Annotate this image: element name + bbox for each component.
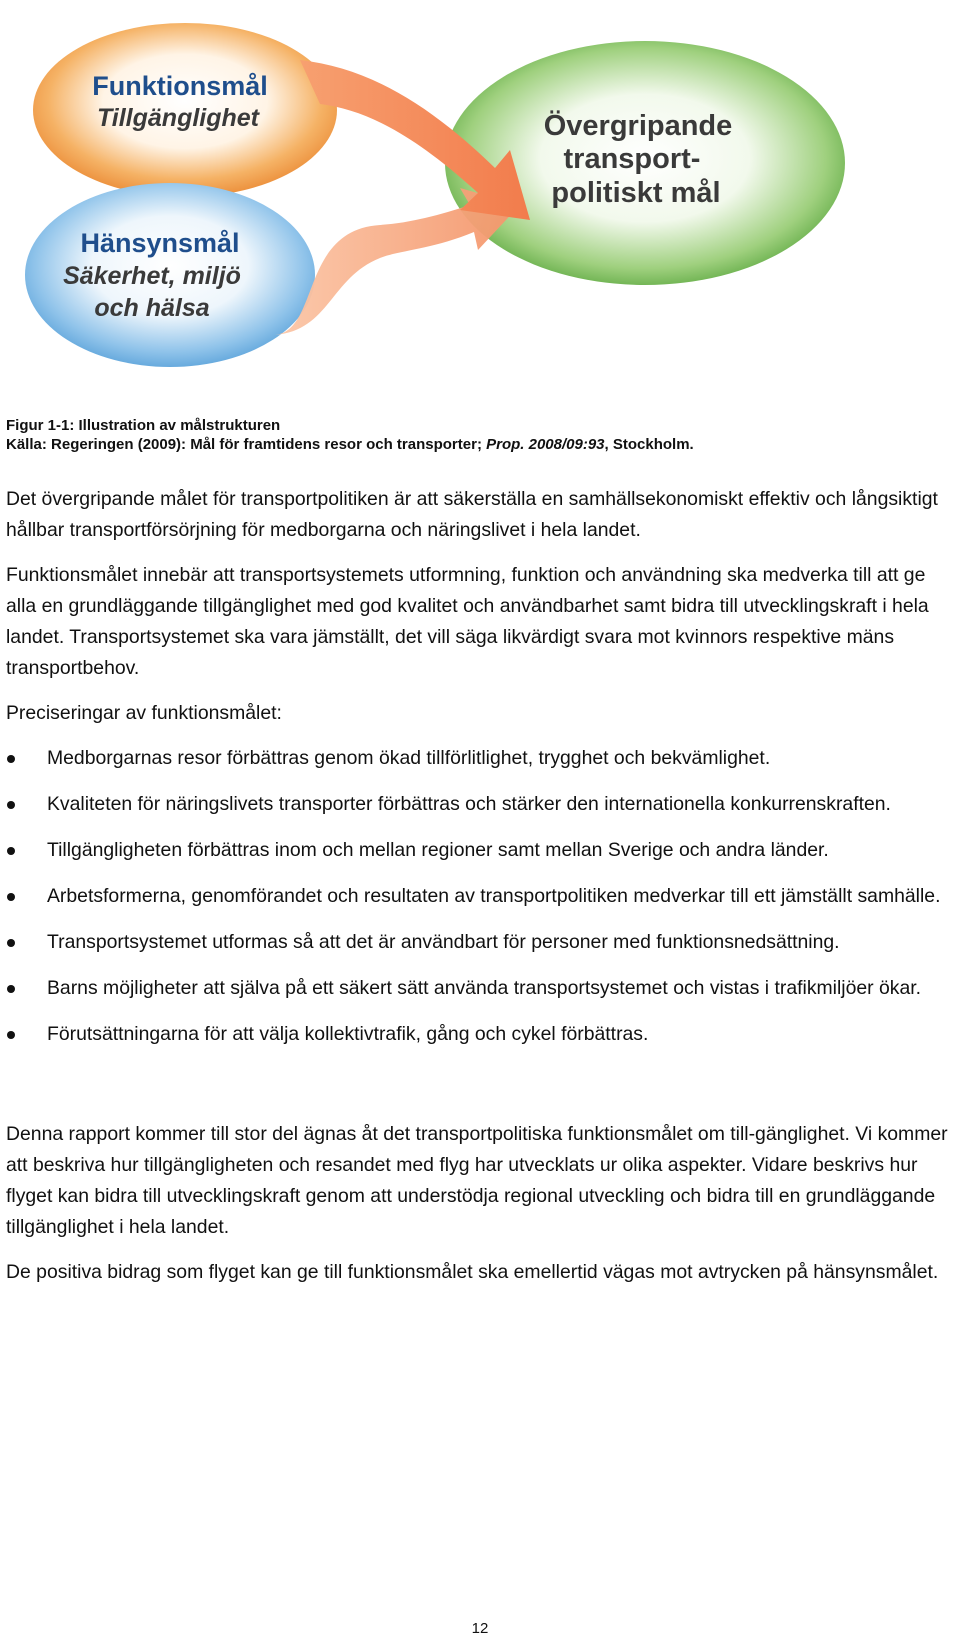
spacer — [6, 1065, 956, 1119]
list-item-text: Barns möjligheter att själva på ett säkert sätt använda transportsystemet och vistas i trafikmiljöer ökar. — [47, 977, 922, 999]
consideration-goal-title: Hänsynsmål — [80, 228, 240, 258]
list-item — [6, 881, 956, 912]
list-item-text: Förutsättningarna för att välja kollektivtrafik, gång och cykel förbättras. — [47, 1023, 649, 1045]
paragraph-overarching-goal: Det övergripande målet för transportpolitiken är att säkerställa en samhällsekonomiskt effektiv och långsiktigt hållbar transportförsörjning för medborgarna och näringslivet i hela landet. — [6, 488, 938, 541]
overarching-goal-line3: politiskt mål — [551, 177, 721, 209]
list-item — [6, 835, 956, 866]
caption-source: Källa: Regeringen (2009): Mål för framtidens resor och transporter; — [6, 436, 487, 453]
goal-structure-figure — [0, 0, 960, 410]
bullet-dot — [7, 985, 15, 993]
bullet-dot — [7, 801, 15, 809]
page-number: 12 — [471, 1620, 489, 1637]
functional-goal-subtitle: Tillgänglighet — [96, 104, 260, 132]
list-item — [6, 1019, 956, 1050]
bullet-dot — [7, 755, 15, 763]
list-item-text: Kvaliteten för näringslivets transporter förbättras och stärker den internationella konkurrenskraften. — [47, 793, 891, 815]
overarching-goal-line1: Övergripande — [543, 110, 733, 142]
caption-source-suffix: , Stockholm. — [604, 436, 694, 453]
caption-line-1: Figur 1-1: Illustration av målstrukturen — [6, 417, 281, 434]
list-item-text: Medborgarnas resor förbättras genom ökad tillförlitlighet, trygghet och bekvämlighet. — [47, 747, 771, 769]
paragraph-report-focus: Denna rapport kommer till stor del ägnas åt det transportpolitiska funktionsmålet om till-gänglighet. Vi kommer att beskriva hur tillgängligheten och resandet med flyg har utvecklats ur olika aspekter. Vidare beskrivs hur flyget kan bidra till utvecklingskraft genom att understödja regional utveckling och bidra till en grundläggande tillgänglighet i hela landet. — [6, 1123, 948, 1238]
list-item-text: Tillgängligheten förbättras inom och mellan regioner samt mellan Sverige och andra länder. — [47, 839, 829, 861]
figure-caption — [6, 416, 956, 454]
consideration-goal-line1: Säkerhet, miljö — [63, 262, 241, 290]
consideration-goal-line2: och hälsa — [94, 294, 210, 322]
document-body — [6, 484, 956, 1302]
list-item — [6, 743, 956, 774]
goal-structure-diagram — [0, 0, 960, 410]
list-item — [6, 927, 956, 958]
list-item-text: Transportsystemet utformas så att det är användbart för personer med funktionsnedsättning. — [47, 931, 840, 953]
overarching-goal-line2: transport- — [563, 143, 701, 175]
list-item-text: Arbetsformerna, genomförandet och resultaten av transportpolitiken medverkar till ett jämställt samhälle. — [47, 885, 941, 907]
paragraph-specifications-heading: Preciseringar av funktionsmålet: — [6, 702, 282, 724]
list-item — [6, 789, 956, 820]
bullet-dot — [7, 847, 15, 855]
paragraph-functional-goal: Funktionsmålet innebär att transportsystemets utformning, funktion och användning ska medverka till att ge alla en grundläggande tillgänglighet med god kvalitet och användbarhet samt bidra till utvecklingskraft i hela landet. Transportsystemet ska vara jämställt, det vill säga likvärdigt svara mot kvinnors respektive mäns transportbehov. — [6, 564, 929, 679]
functional-goal-title: Funktionsmål — [92, 71, 268, 101]
specifications-list — [6, 743, 956, 1050]
paragraph-positive-contributions: De positiva bidrag som flyget kan ge till funktionsmålet ska emellertid vägas mot avtrycken på hänsynsmålet. — [6, 1261, 939, 1283]
bullet-dot — [7, 939, 15, 947]
bullet-dot — [7, 893, 15, 901]
list-item — [6, 973, 956, 1004]
bullet-dot — [7, 1031, 15, 1039]
caption-line-2 — [6, 435, 956, 454]
caption-prop-reference: Prop. 2008/09:93 — [486, 436, 605, 453]
